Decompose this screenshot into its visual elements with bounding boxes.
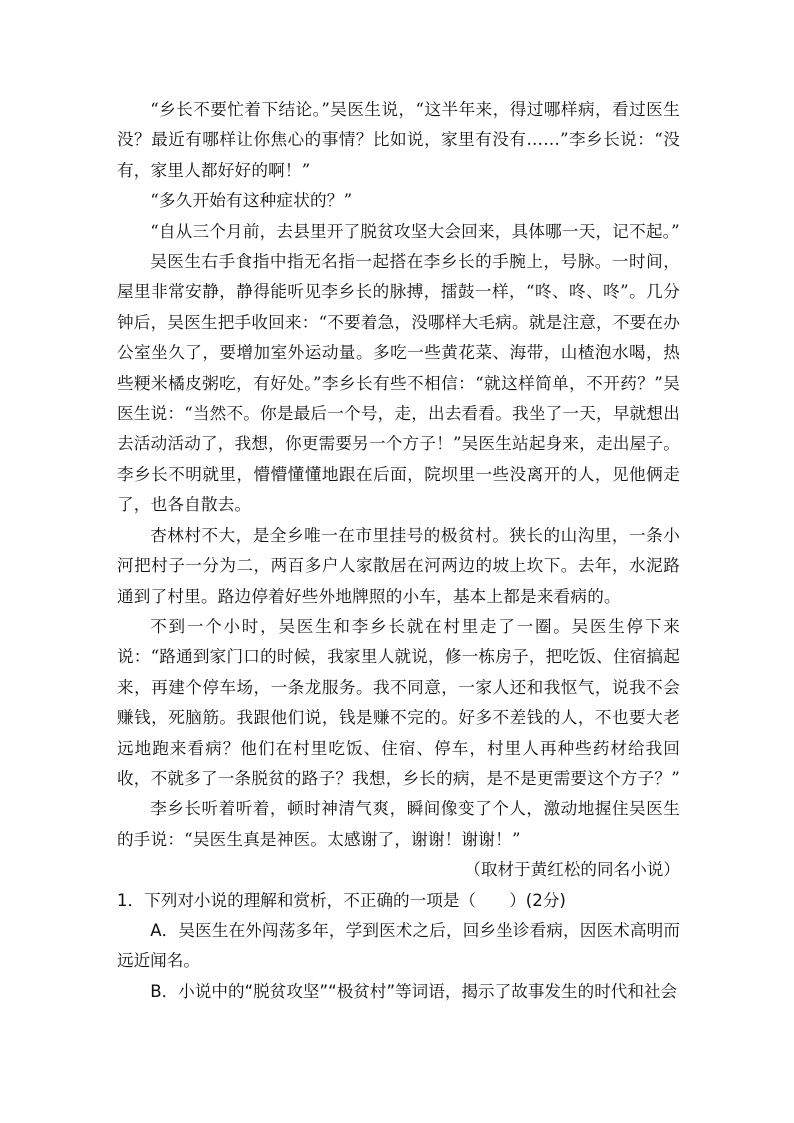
- document-page: [117, 95, 680, 1007]
- passage-paragraph-7: 李乡长听着听着，顿时神清气爽，瞬间像变了个人，激动地握住吴医生的手说：“吴医生真是神医。太感谢了，谢谢！谢谢！”: [117, 799, 680, 849]
- passage-paragraph-1: “乡长不要忙着下结论。”吴医生说，“这半年来，得过哪样病，看过医生没？最近有哪样让你焦心的事情？比如说，家里有没有……”李乡长说：“没有，家里人都好好的啊！”: [117, 100, 680, 180]
- option-a: A．吴医生在外闯荡多年，学到医术之后，回乡坐诊看病，因医术高明而远近闻名。: [117, 920, 680, 971]
- story-passage: [117, 95, 680, 886]
- question-1: [117, 886, 680, 1008]
- passage-source-note: （取材于黄红松的同名小说）: [464, 860, 680, 880]
- passage-paragraph-6: 不到一个小时，吴医生和李乡长就在村里走了一圈。吴医生停下来说：“路通到家门口的时候，我家里人就说，修一栋房子，把吃饭、住宿搞起来，再建个停车场，一条龙服务。我不同意，一家人还和我怄气，说我不会赚钱，死脑筋。我跟他们说，钱是赚不完的。好多不差钱的人，不也要大老远地跑来看病？他们在村里吃饭、住宿、停车，村里人再种些药材给我回收，不就多了一条脱贫的路子？我想，乡长的病，是不是更需要这个方子？”: [117, 616, 680, 788]
- option-b: B．小说中的“脱贫攻坚”“极贫村”等词语，揭示了故事发生的时代和社会: [150, 981, 678, 1001]
- passage-paragraph-5: 杏林村不大，是全乡唯一在市里挂号的极贫村。狭长的山沟里，一条小河把村子一分为二，两百多户人家散居在河两边的坡上坎下。去年，水泥路通到了村里。路边停着好些外地牌照的小车，基本上都是来看病的。: [117, 525, 680, 606]
- passage-paragraph-4: 吴医生右手食指中指无名指一起搭在李乡长的手腕上，号脉。一时间，屋里非常安静，静得能听见李乡长的脉搏，擂鼓一样，“咚、咚、咚”。几分钟后，吴医生把手收回来：“不要着急，没哪样大毛病。就是注意，不要在办公室坐久了，要增加室外运动量。多吃一些黄花菜、海带，山楂泡水喝，热些粳米橘皮粥吃，有好处。”李乡长有些不相信：“就这样简单，不开药？”吴医生说：“当然不。你是最后一个号，走，出去看看。我坐了一天，早就想出去活动活动了，我想，你更需要另一个方子！”吴医生站起身来，走出屋子。李乡长不明就里，懵懵懂懂地跟在后面，院坝里一些没离开的人，见他俩走了，也各自散去。: [117, 252, 680, 515]
- passage-paragraph-3: “自从三个月前，去县里开了脱贫攻坚大会回来，具体哪一天，记不起。”: [150, 221, 680, 241]
- passage-paragraph-2: “多久开始有这种症状的？”: [150, 191, 353, 211]
- question-stem: 1．下列对小说的理解和赏析，不正确的一项是（ ）(2分): [117, 890, 566, 910]
